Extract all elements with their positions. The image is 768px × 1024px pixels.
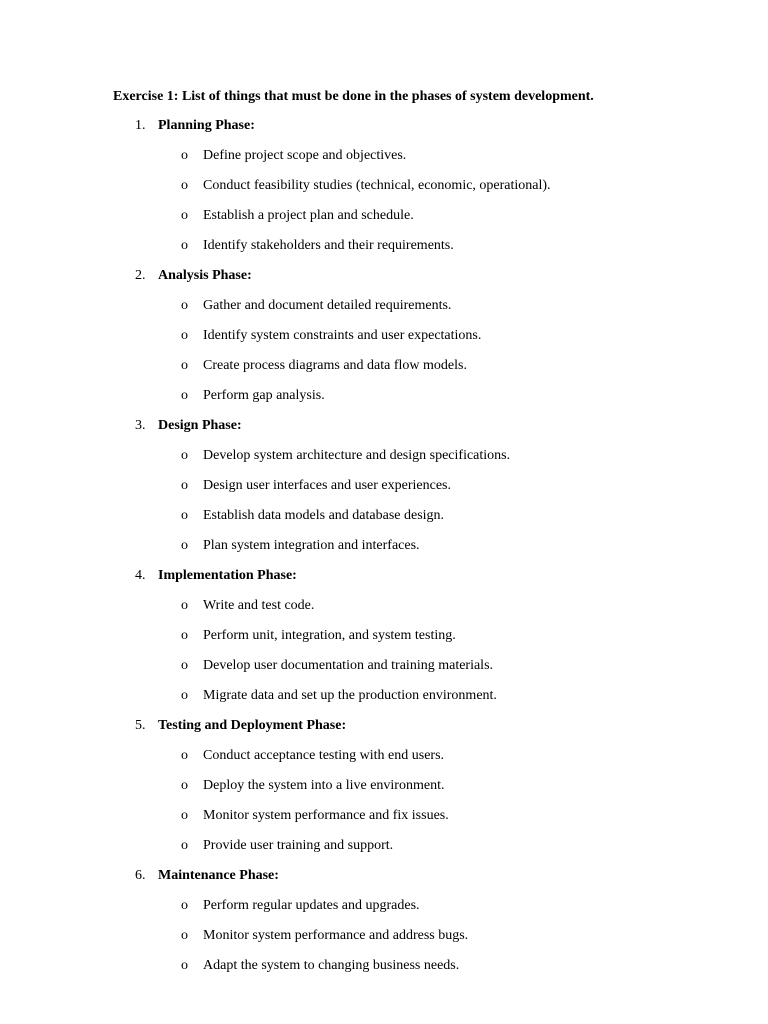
bullet-icon: o xyxy=(181,208,188,223)
bullet-icon: o xyxy=(181,628,188,643)
task-text: Conduct acceptance testing with end users. xyxy=(203,748,445,763)
phase-number: 4. xyxy=(135,568,146,583)
phase-item xyxy=(0,417,768,567)
bullet-icon: o xyxy=(181,448,188,463)
bullet-icon: o xyxy=(181,898,188,913)
bullet-icon: o xyxy=(181,688,188,703)
phase-item xyxy=(0,117,768,267)
phase-item xyxy=(0,867,768,987)
phase-title: Analysis Phase: xyxy=(158,268,252,283)
task-text: Monitor system performance and fix issues. xyxy=(203,808,449,823)
bullet-icon: o xyxy=(181,388,188,403)
task-text: Write and test code. xyxy=(203,598,315,613)
bullet-icon: o xyxy=(181,508,188,523)
task-list xyxy=(0,897,768,987)
bullet-icon: o xyxy=(181,748,188,763)
task-item xyxy=(0,237,768,267)
task-item xyxy=(0,207,768,237)
phase-title: Design Phase: xyxy=(158,418,242,433)
phase-number: 5. xyxy=(135,718,146,733)
bullet-icon: o xyxy=(181,358,188,373)
task-item xyxy=(0,777,768,807)
bullet-icon: o xyxy=(181,538,188,553)
phase-item xyxy=(0,267,768,417)
task-item xyxy=(0,177,768,207)
task-item xyxy=(0,297,768,327)
task-item xyxy=(0,957,768,987)
task-text: Conduct feasibility studies (technical, economic, operational). xyxy=(203,178,551,193)
task-text: Define project scope and objectives. xyxy=(203,148,407,163)
task-item xyxy=(0,357,768,387)
task-list xyxy=(0,597,768,717)
phase-number: 1. xyxy=(135,118,146,133)
task-text: Deploy the system into a live environment. xyxy=(203,778,445,793)
bullet-icon: o xyxy=(181,328,188,343)
task-item xyxy=(0,597,768,627)
page-title: Exercise 1: List of things that must be done in the phases of system development. xyxy=(113,89,594,104)
phase-number: 6. xyxy=(135,868,146,883)
bullet-icon: o xyxy=(181,598,188,613)
phase-title: Maintenance Phase: xyxy=(158,868,279,883)
task-item xyxy=(0,807,768,837)
phase-number: 3. xyxy=(135,418,146,433)
task-text: Develop user documentation and training materials. xyxy=(203,658,494,673)
phase-number: 2. xyxy=(135,268,146,283)
task-text: Develop system architecture and design specifications. xyxy=(203,448,511,463)
task-text: Create process diagrams and data flow models. xyxy=(203,358,467,373)
phase-heading xyxy=(0,417,768,447)
task-text: Adapt the system to changing business needs. xyxy=(203,958,460,973)
task-text: Provide user training and support. xyxy=(203,838,394,853)
bullet-icon: o xyxy=(181,238,188,253)
bullet-icon: o xyxy=(181,778,188,793)
task-item xyxy=(0,627,768,657)
bullet-icon: o xyxy=(181,838,188,853)
task-text: Perform unit, integration, and system testing. xyxy=(203,628,456,643)
phase-item xyxy=(0,717,768,867)
bullet-icon: o xyxy=(181,148,188,163)
task-item xyxy=(0,837,768,867)
task-item xyxy=(0,927,768,957)
phase-list xyxy=(0,117,768,987)
task-item xyxy=(0,387,768,417)
phase-heading xyxy=(0,267,768,297)
task-item xyxy=(0,657,768,687)
task-text: Design user interfaces and user experiences. xyxy=(203,478,452,493)
task-text: Establish a project plan and schedule. xyxy=(203,208,414,223)
task-item xyxy=(0,147,768,177)
task-text: Migrate data and set up the production environment. xyxy=(203,688,497,703)
task-list xyxy=(0,297,768,417)
phase-title: Testing and Deployment Phase: xyxy=(158,718,347,733)
phase-title: Implementation Phase: xyxy=(158,568,297,583)
bullet-icon: o xyxy=(181,178,188,193)
bullet-icon: o xyxy=(181,808,188,823)
task-text: Monitor system performance and address bugs. xyxy=(203,928,469,943)
phase-heading xyxy=(0,867,768,897)
task-text: Plan system integration and interfaces. xyxy=(203,538,420,553)
phase-heading xyxy=(0,717,768,747)
task-text: Perform regular updates and upgrades. xyxy=(203,898,420,913)
task-item xyxy=(0,507,768,537)
phase-heading xyxy=(0,117,768,147)
task-list xyxy=(0,447,768,567)
task-item xyxy=(0,897,768,927)
task-text: Identify system constraints and user expectations. xyxy=(203,328,482,343)
bullet-icon: o xyxy=(181,958,188,973)
task-item xyxy=(0,477,768,507)
task-text: Gather and document detailed requirements. xyxy=(203,298,452,313)
bullet-icon: o xyxy=(181,478,188,493)
task-item xyxy=(0,447,768,477)
task-item xyxy=(0,327,768,357)
task-text: Establish data models and database design. xyxy=(203,508,445,523)
task-item xyxy=(0,687,768,717)
bullet-icon: o xyxy=(181,928,188,943)
task-item xyxy=(0,747,768,777)
phase-item xyxy=(0,567,768,717)
task-list xyxy=(0,747,768,867)
task-text: Perform gap analysis. xyxy=(203,388,325,403)
bullet-icon: o xyxy=(181,658,188,673)
bullet-icon: o xyxy=(181,298,188,313)
phase-heading xyxy=(0,567,768,597)
task-text: Identify stakeholders and their requirements. xyxy=(203,238,454,253)
task-list xyxy=(0,147,768,267)
task-item xyxy=(0,537,768,567)
phase-title: Planning Phase: xyxy=(158,118,255,133)
